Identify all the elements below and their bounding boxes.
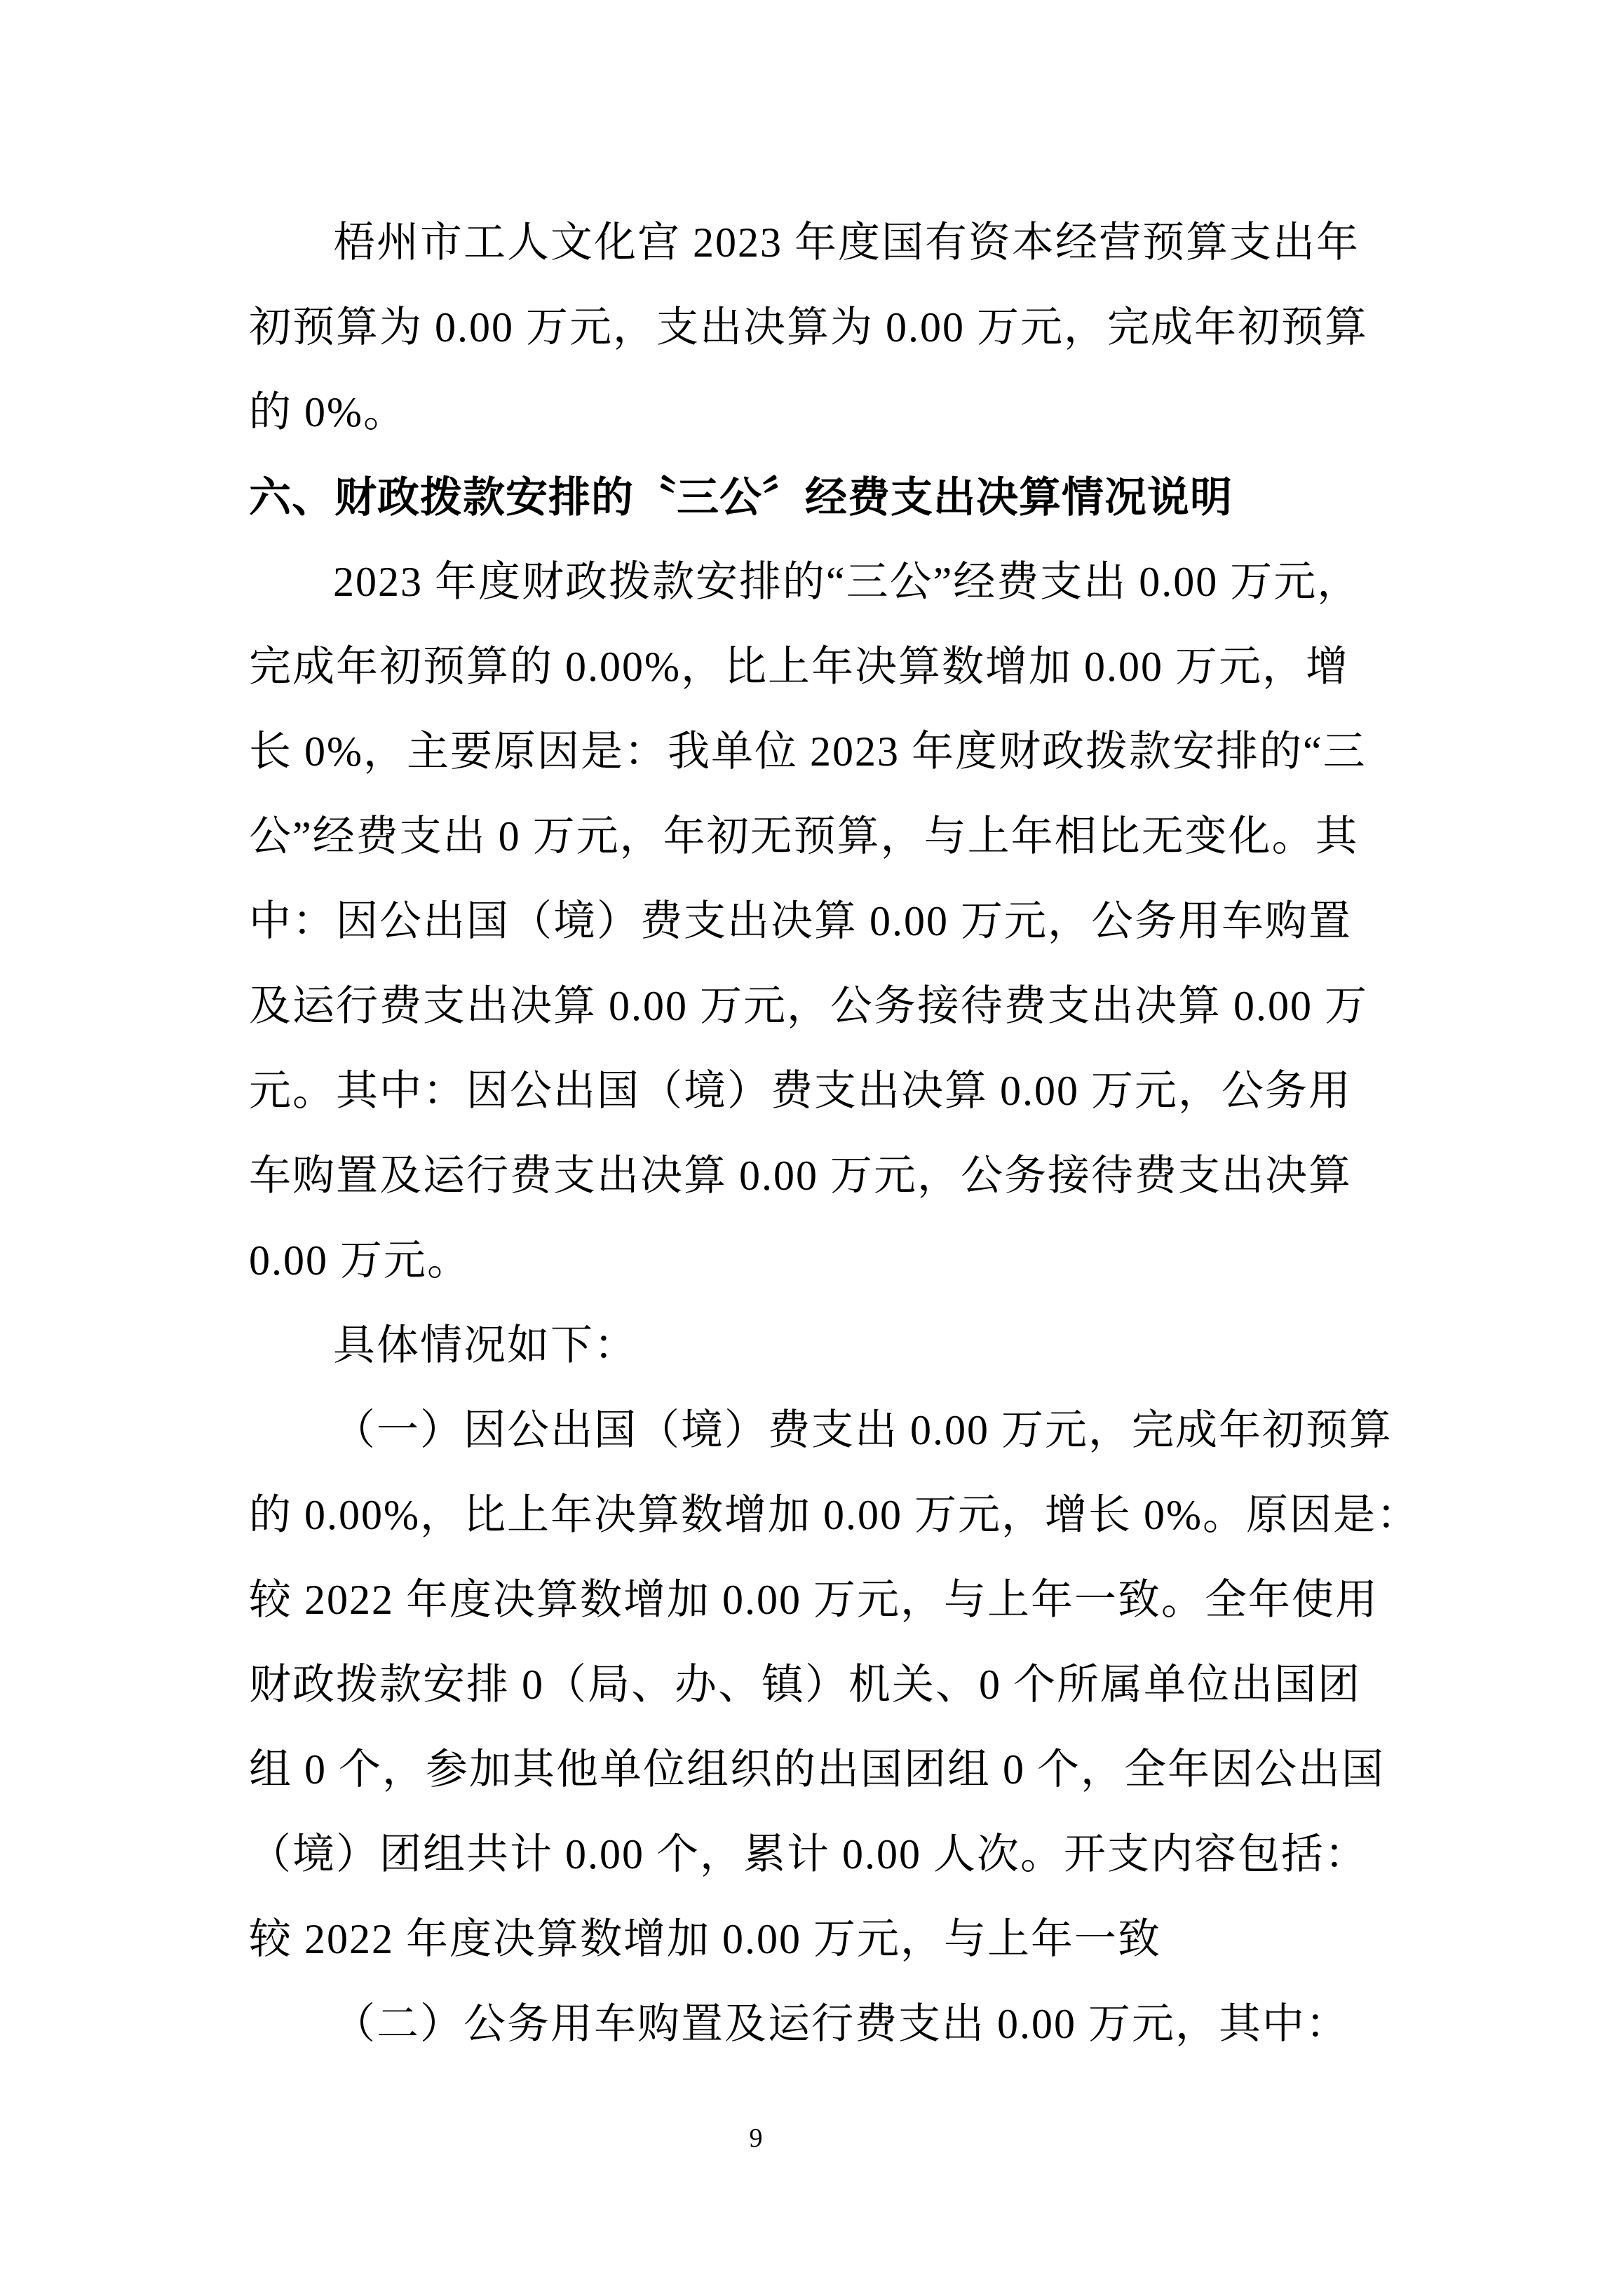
document-line: 较 2022 年度决算数增加 0.00 万元，与上年一致 — [249, 1916, 1161, 1962]
document-line: 的 0.00%，比上年决算数增加 0.00 万元，增长 0%。原因是： — [249, 1492, 1420, 1538]
document-line: 公”经费支出 0 万元，年初无预算，与上年相比无变化。其 — [249, 813, 1359, 860]
document-line: 完成年初预算的 0.00%，比上年决算数增加 0.00 万元，增 — [249, 644, 1349, 690]
document-line: （境）团组共计 0.00 个，累计 0.00 人次。开支内容包括： — [249, 1831, 1368, 1877]
document-line: 及运行费支出决算 0.00 万元，公务接待费支出决算 0.00 万 — [249, 983, 1368, 1029]
document-line: 0.00 万元。 — [249, 1237, 471, 1284]
document-line: 财政拨款安排 0（局、办、镇）机关、0 个所属单位出国团 — [249, 1662, 1361, 1708]
document-line: 元。其中：因公出国（境）费支出决算 0.00 万元，公务用 — [249, 1068, 1352, 1114]
document-line: （二）公务用车购置及运行费支出 0.00 万元，其中： — [333, 2001, 1349, 2047]
document-line: 组 0 个，参加其他单位组织的出国团组 0 个，全年因公出国 — [249, 1746, 1385, 1793]
document-line: （一）因公出国（境）费支出 0.00 万元，完成年初预算 — [333, 1407, 1393, 1453]
document-line: 中：因公出国（境）费支出决算 0.00 万元，公务用车购置 — [249, 898, 1352, 944]
document-body — [249, 201, 1420, 2067]
document-line: 具体情况如下： — [333, 1322, 637, 1368]
document-line: 梧州市工人文化宫 2023 年度国有资本经营预算支出年 — [333, 219, 1360, 266]
page-number: 9 — [749, 2124, 763, 2153]
document-line: 的 0%。 — [249, 389, 407, 435]
document-line: 长 0%，主要原因是：我单位 2023 年度财政拨款安排的“三 — [249, 728, 1367, 775]
document-line: 六、财政拨款安排的〝三公〞经费支出决算情况说明 — [249, 474, 1233, 521]
document-line: 车购置及运行费支出决算 0.00 万元，公务接待费支出决算 — [249, 1153, 1352, 1199]
document-line: 初预算为 0.00 万元，支出决算为 0.00 万元，完成年初预算 — [249, 304, 1368, 351]
document-line: 2023 年度财政拨款安排的“三公”经费支出 0.00 万元， — [333, 559, 1361, 605]
document-line: 较 2022 年度决算数增加 0.00 万元，与上年一致。全年使用 — [249, 1577, 1379, 1623]
